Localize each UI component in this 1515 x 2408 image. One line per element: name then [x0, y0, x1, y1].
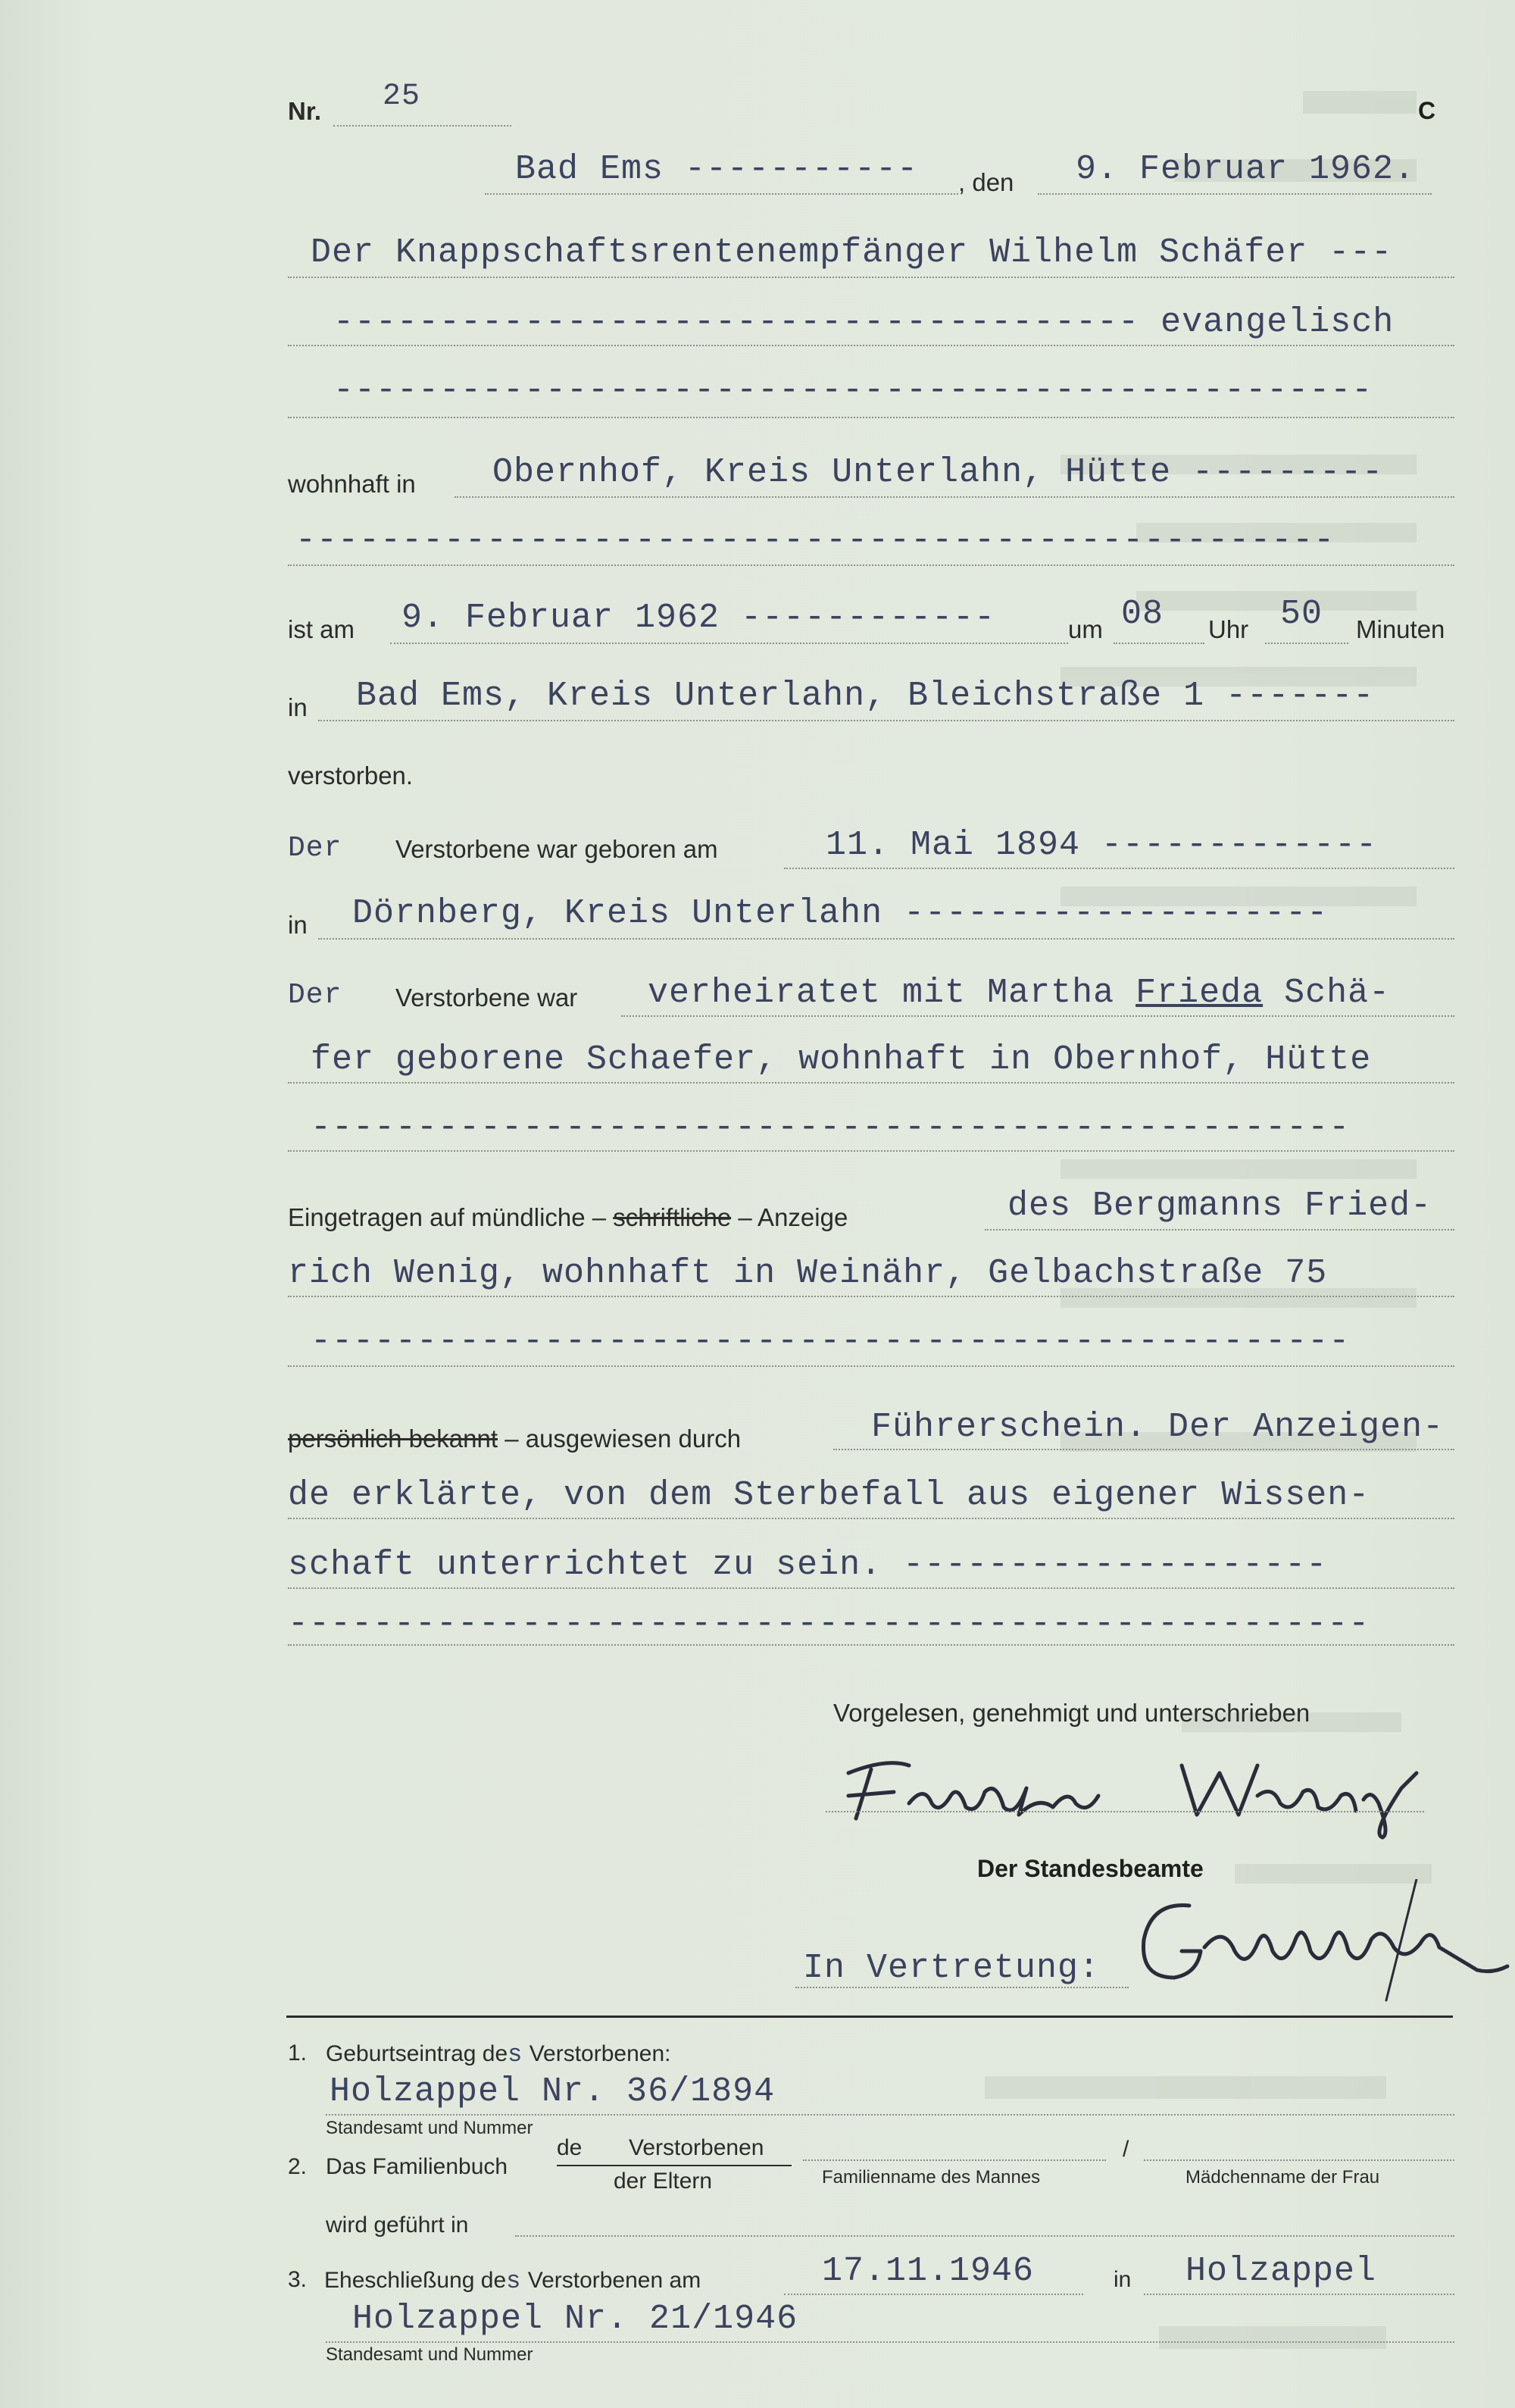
footnote-3-sub: Standesamt und Nummer: [326, 2344, 533, 2365]
footnote-1-label-a: Geburtseintrag de: [326, 2041, 508, 2066]
footnote-2-female-sub: Mädchenname der Frau: [1185, 2167, 1380, 2188]
footnote-2-top-de: de: [557, 2135, 583, 2160]
footnote-3-label-a: Eheschließung de: [324, 2268, 507, 2293]
footnote-3-number: 3.: [288, 2267, 308, 2292]
marriage-der-typed: Der: [288, 979, 342, 1012]
report-line-2: rich Wenig, wohnhaft in Weinähr, Gelbachstraße 75: [288, 1254, 1328, 1293]
identification-dotted-1: [833, 1449, 1454, 1450]
death-place: Bad Ems, Kreis Unterlahn, Bleichstraße 1 -------: [356, 677, 1375, 715]
marriage-dotted-1: [621, 1015, 1454, 1017]
footnote-2-fraction-line: [557, 2165, 792, 2166]
report-dotted-1: [985, 1229, 1454, 1231]
footnote-3-place: Holzappel: [1185, 2252, 1377, 2291]
register-place: Bad Ems -----------: [515, 150, 919, 189]
footnote-2-label: Das Familienbuch: [326, 2154, 508, 2179]
uhr-label: Uhr: [1208, 615, 1249, 643]
death-place-label: in: [288, 693, 308, 721]
register-date: 9. Februar 1962.: [1076, 150, 1416, 189]
vertretung-dotted: [795, 1987, 1129, 1988]
person-line-1: Der Knappschaftsrentenempfänger Wilhelm Schäfer ---: [311, 233, 1393, 272]
footnote-3-typed-suffix: s: [506, 2267, 522, 2295]
death-minute: 50: [1280, 595, 1323, 633]
report-label-struck: schriftliche: [613, 1203, 732, 1231]
footnote-2-female-dotted: [1144, 2159, 1454, 2161]
death-date-dotted: [390, 643, 1068, 644]
identification-dotted-4: [288, 1644, 1454, 1646]
identification-line-4: ---------------------------------------------------: [288, 1605, 1370, 1643]
death-date: 9. Februar 1962 ------------: [401, 599, 996, 637]
residence-label: wohnhaft in: [288, 470, 416, 498]
footnote-2-top-deceased: Verstorbenen: [629, 2135, 764, 2160]
footnote-1-typed-suffix: s: [508, 2041, 523, 2069]
footnote-1-value: Holzappel Nr. 36/1894: [330, 2072, 776, 2111]
birth-place: Dörnberg, Kreis Unterlahn --------------------: [352, 894, 1329, 933]
footnote-2-slash: /: [1123, 2137, 1129, 2162]
person-dotted-3: [288, 417, 1454, 418]
identification-label: [288, 1424, 741, 1453]
residence-line-2: -------------------------------------------------: [295, 521, 1335, 560]
identification-label-b: – ausgewiesen durch: [498, 1424, 742, 1453]
identification-line-2: de erklärte, von dem Sterbefall aus eigener Wissen-: [288, 1476, 1370, 1515]
hour-dotted: [1114, 643, 1204, 644]
residence-dotted-1: [454, 496, 1454, 498]
report-label-a: Eingetragen auf mündliche –: [288, 1203, 614, 1231]
report-line-1: des Bergmanns Fried-: [1007, 1187, 1432, 1225]
marriage-label: Verstorbene war: [395, 984, 578, 1012]
informant-signature: [826, 1743, 1447, 1841]
report-line-3: -------------------------------------------------: [311, 1322, 1351, 1361]
person-line-2: -------------------------------------- evangelisch: [333, 303, 1395, 342]
um-label: um: [1068, 615, 1103, 643]
marriage-dotted-3: [288, 1150, 1454, 1152]
birth-label: Verstorbene war geboren am: [395, 835, 718, 863]
minuten-label: Minuten: [1356, 615, 1445, 643]
informant-signature-line: [826, 1811, 1424, 1812]
marriage-line-3: -------------------------------------------------: [311, 1109, 1351, 1147]
footnote-3-date-dotted: [784, 2294, 1083, 2295]
footnote-3-date: 17.11.1946: [822, 2252, 1035, 2291]
marriage-line-1: [648, 974, 1390, 1012]
marriage-underlined-name: Frieda: [1135, 974, 1264, 1012]
birth-date: 11. Mai 1894 -------------: [826, 826, 1378, 865]
date-dotted-line: [1038, 193, 1432, 195]
footnote-2-bottom: der Eltern: [614, 2169, 713, 2194]
report-dotted-2: [288, 1296, 1454, 1297]
footnote-1-label: [326, 2041, 671, 2069]
minute-dotted: [1265, 643, 1348, 644]
footnote-1-dotted: [326, 2114, 1454, 2116]
footnote-3-label: [324, 2267, 701, 2295]
footnote-3-place-dotted: [1144, 2294, 1454, 2295]
place-dotted-line: [485, 193, 958, 195]
death-hour: 08: [1121, 595, 1164, 633]
person-line-3: -------------------------------------------------: [333, 371, 1373, 410]
marriage-line-2: fer geborene Schaefer, wohnhaft in Obernhof, Hütte: [311, 1040, 1372, 1079]
marriage-line-1a: verheiratet mit Martha: [648, 974, 1136, 1012]
death-place-dotted: [318, 720, 1454, 721]
identification-line-1: Führerschein. Der Anzeigen-: [871, 1408, 1445, 1446]
entry-number: 25: [383, 80, 421, 114]
series-letter: C: [1418, 97, 1436, 124]
birth-place-dotted: [318, 938, 1454, 940]
person-dotted-2: [288, 345, 1454, 346]
footnote-1-label-b: Verstorbenen:: [523, 2041, 671, 2066]
residence-dotted-2: [288, 564, 1454, 566]
report-label: [288, 1203, 848, 1232]
official-signature: [1121, 1879, 1515, 2008]
official-label: Der Standesbeamte: [977, 1855, 1204, 1882]
footnote-3-label-b: Verstorbenen am: [521, 2268, 701, 2293]
nr-label: Nr.: [288, 97, 322, 125]
identification-dotted-2: [288, 1518, 1454, 1519]
footnote-3-value: Holzappel Nr. 21/1946: [352, 2300, 798, 2338]
footnote-2-number: 2.: [288, 2154, 308, 2179]
identification-dotted-3: [288, 1587, 1454, 1589]
den-label: , den: [958, 168, 1014, 196]
marriage-line-1c: Schä-: [1263, 974, 1391, 1012]
report-dotted-3: [288, 1365, 1454, 1367]
footnote-1-sub: Standesamt und Nummer: [326, 2118, 533, 2138]
footnote-3-dotted: [326, 2341, 1454, 2343]
person-dotted-1: [288, 277, 1454, 278]
footnote-2-kept-label: wird geführt in: [326, 2213, 469, 2238]
identification-label-struck: persönlich bekannt: [288, 1424, 498, 1453]
marriage-dotted-2: [288, 1082, 1454, 1084]
footnote-1-number: 1.: [288, 2041, 308, 2066]
birth-date-dotted: [784, 868, 1454, 869]
footnote-2-male-dotted: [803, 2159, 1106, 2161]
verstorben-label: verstorben.: [288, 761, 414, 790]
residence-line-1: Obernhof, Kreis Unterlahn, Hütte ---------: [492, 453, 1384, 492]
birth-der-typed: Der: [288, 832, 342, 865]
nr-dotted-line: [333, 125, 511, 127]
report-label-b: – Anzeige: [731, 1203, 848, 1231]
footnote-3-in-label: in: [1114, 2267, 1132, 2292]
footnotes-divider: [286, 2016, 1453, 2018]
death-date-label: ist am: [288, 615, 355, 643]
read-approved-label: Vorgelesen, genehmigt und unterschrieben: [833, 1699, 1310, 1727]
vertretung-label: In Vertretung:: [803, 1949, 1101, 1987]
footnote-2-male-sub: Familienname des Mannes: [822, 2167, 1041, 2188]
identification-line-3: schaft unterrichtet zu sein. --------------------: [288, 1546, 1328, 1584]
footnote-2-kept-dotted: [515, 2235, 1454, 2237]
birth-place-label: in: [288, 911, 308, 939]
